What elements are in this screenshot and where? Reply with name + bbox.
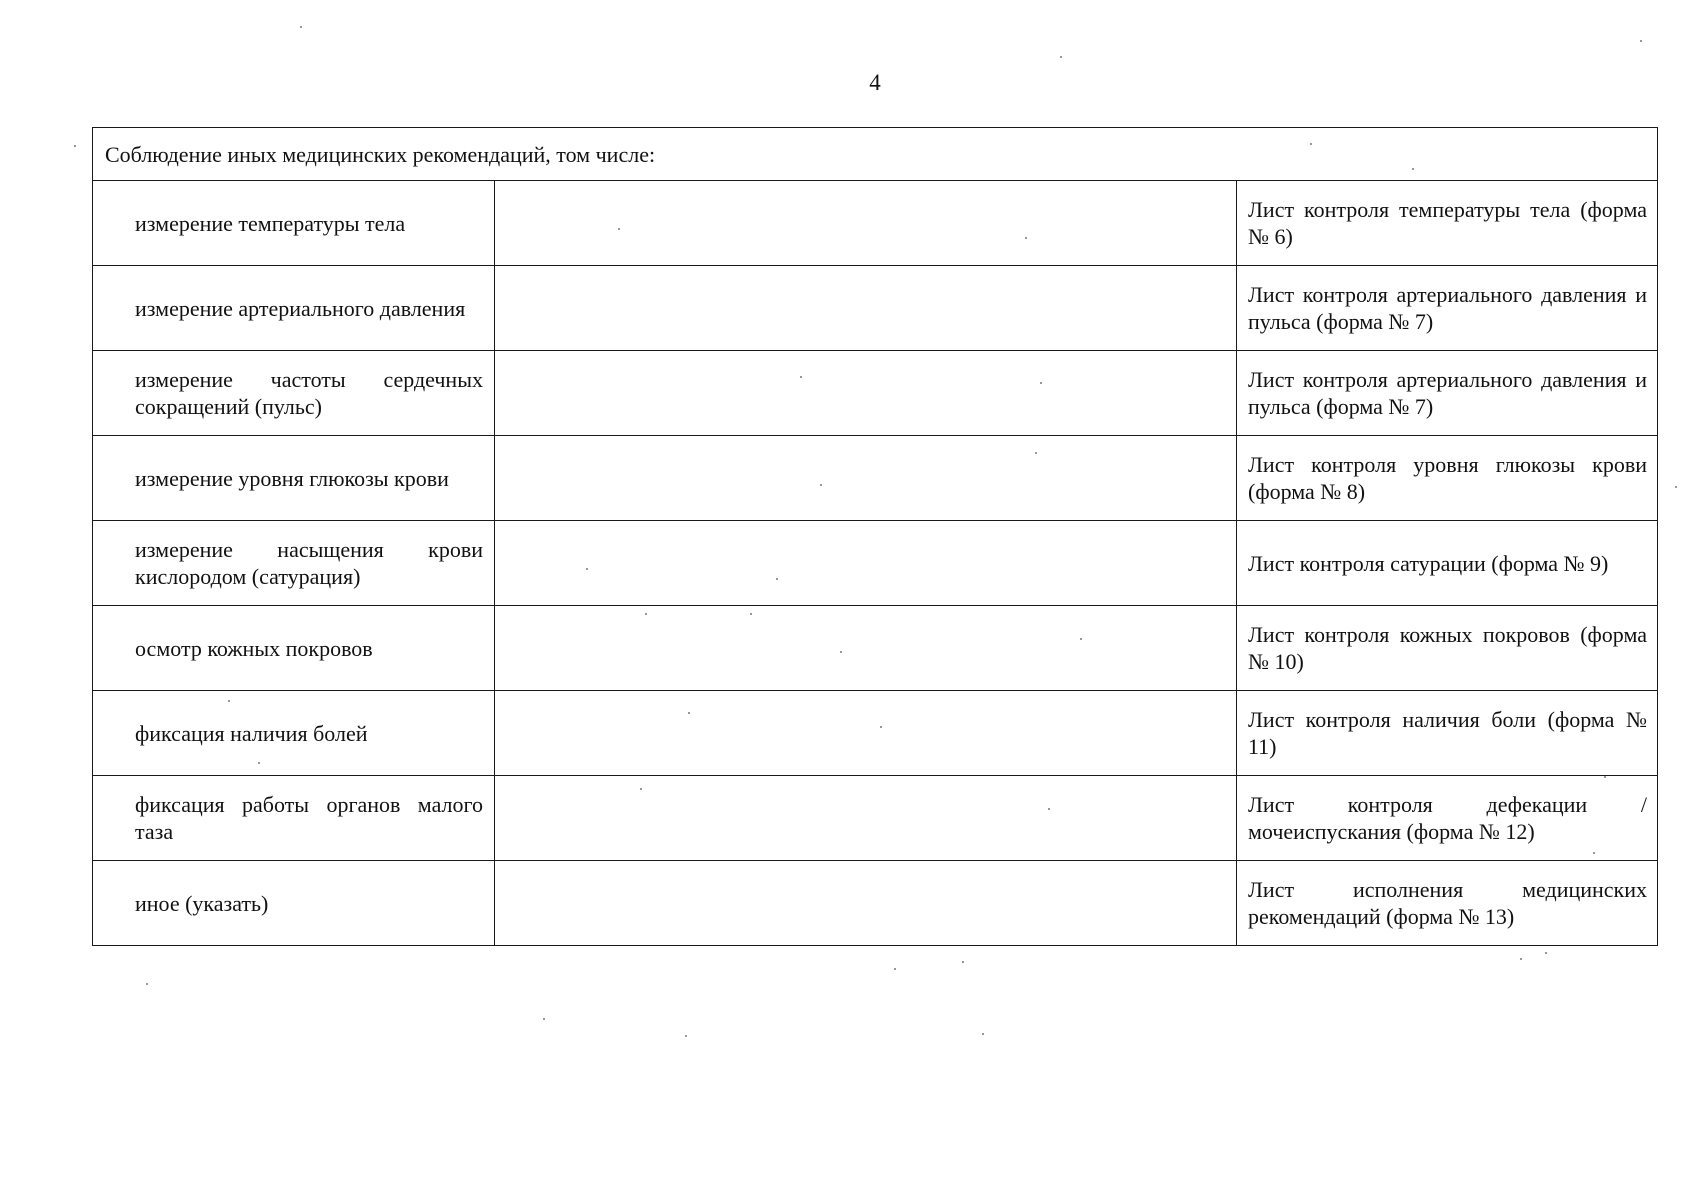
- table-row: [93, 351, 1658, 436]
- table-header-row: [93, 128, 1658, 181]
- entry-cell[interactable]: [495, 521, 1237, 606]
- table-row: [93, 266, 1658, 351]
- activity-cell: иное (указать): [93, 861, 495, 946]
- form-reference-cell: Лист контроля дефекации /мочеиспускания (форма № 12): [1237, 776, 1658, 861]
- recommendations-table: [92, 127, 1658, 946]
- activity-cell: фиксация наличия болей: [93, 691, 495, 776]
- activity-cell: осмотр кожных покровов: [93, 606, 495, 691]
- activity-cell: измерение частоты сердечных сокращений (пульс): [93, 351, 495, 436]
- table-row: [93, 181, 1658, 266]
- table-row: [93, 691, 1658, 776]
- entry-cell[interactable]: [495, 861, 1237, 946]
- form-reference-cell: Лист контроля уровня глюкозы крови (форма № 8): [1237, 436, 1658, 521]
- activity-cell: измерение температуры тела: [93, 181, 495, 266]
- entry-cell[interactable]: [495, 436, 1237, 521]
- table-row: [93, 436, 1658, 521]
- entry-cell[interactable]: [495, 181, 1237, 266]
- form-reference-cell: Лист контроля наличия боли (форма № 11): [1237, 691, 1658, 776]
- activity-cell: измерение артериального давления: [93, 266, 495, 351]
- form-reference-cell: Лист контроля артериального давления и пульса (форма № 7): [1237, 266, 1658, 351]
- table-header: Соблюдение иных медицинских рекомендаций, том числе:: [93, 128, 1658, 181]
- entry-cell[interactable]: [495, 691, 1237, 776]
- table-row: [93, 776, 1658, 861]
- form-reference-cell: Лист контроля температуры тела (форма № 6): [1237, 181, 1658, 266]
- form-reference-cell: Лист контроля сатурации (форма № 9): [1237, 521, 1658, 606]
- entry-cell[interactable]: [495, 351, 1237, 436]
- page-number: 4: [869, 70, 881, 95]
- table-row: [93, 606, 1658, 691]
- activity-cell: измерение насыщения крови кислородом (сатурация): [93, 521, 495, 606]
- activity-cell: фиксация работы органов малого таза: [93, 776, 495, 861]
- form-reference-cell: Лист исполнения медицинских рекомендаций (форма № 13): [1237, 861, 1658, 946]
- table-row: [93, 861, 1658, 946]
- table-row: [93, 521, 1658, 606]
- form-reference-cell: Лист контроля кожных покровов (форма № 10): [1237, 606, 1658, 691]
- entry-cell[interactable]: [495, 266, 1237, 351]
- entry-cell[interactable]: [495, 776, 1237, 861]
- form-reference-cell: Лист контроля артериального давления и пульса (форма № 7): [1237, 351, 1658, 436]
- entry-cell[interactable]: [495, 606, 1237, 691]
- activity-cell: измерение уровня глюкозы крови: [93, 436, 495, 521]
